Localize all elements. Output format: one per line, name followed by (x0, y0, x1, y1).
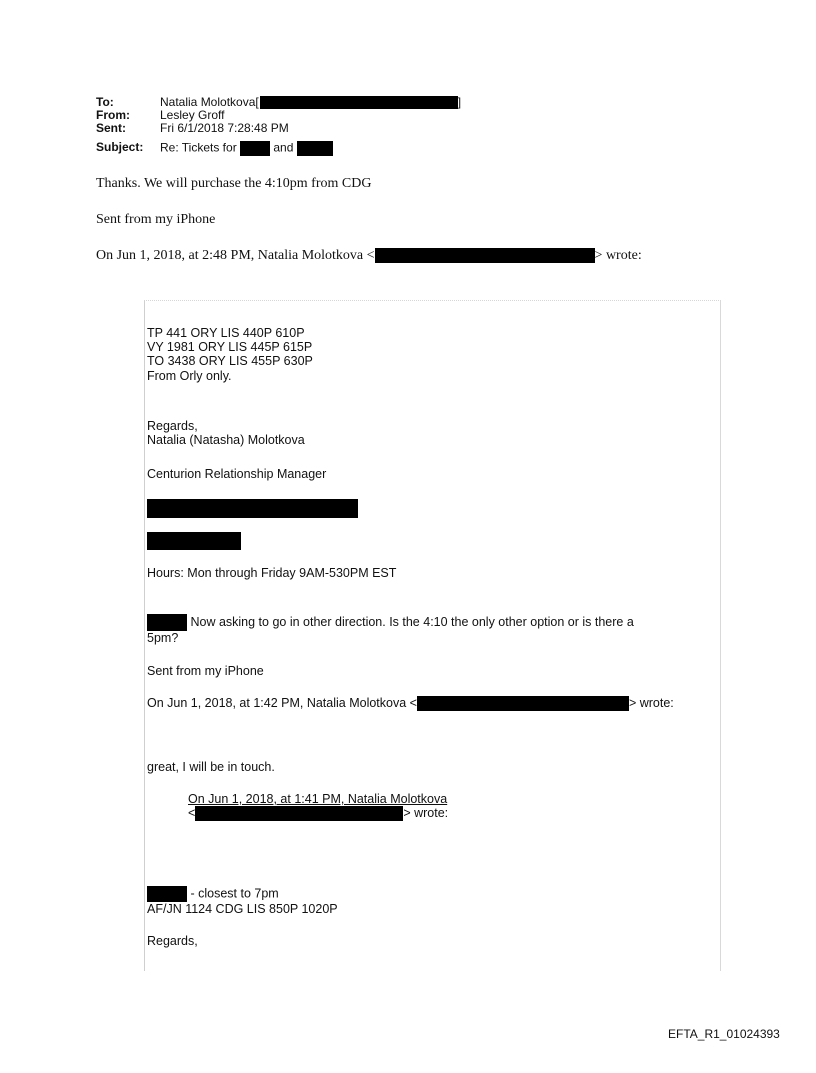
flight-row: TO 3438 ORY LIS 455P 630P (147, 354, 313, 368)
flight-row: TP 441 ORY LIS 440P 610P (147, 326, 305, 340)
ask-line-cont: 5pm? (147, 631, 179, 645)
great-line: great, I will be in touch. (147, 760, 275, 774)
redaction-block (147, 532, 241, 550)
sent-iphone: Sent from my iPhone (147, 664, 264, 678)
regards-2: Regards, (147, 934, 198, 948)
from-value: Lesley Groff (160, 108, 225, 122)
redaction-block (147, 614, 187, 631)
body-line-thanks: Thanks. We will purchase the 4:10pm from CDG (96, 176, 372, 191)
subject-label: Subject: (96, 140, 144, 154)
closest-line: - closest to 7pm (147, 886, 279, 902)
to-label: To: (96, 95, 114, 109)
from-orly-note: From Orly only. (147, 369, 232, 383)
signature-name: Natalia (Natasha) Molotkova (147, 433, 305, 447)
redaction-block (240, 141, 270, 156)
to-value: Natalia Molotkova[ ] (160, 95, 462, 109)
sent-value: Fri 6/1/2018 7:28:48 PM (160, 121, 289, 135)
body-line-sent-iphone: Sent from my iPhone (96, 212, 216, 227)
from-label: From: (96, 108, 130, 122)
redaction-block (375, 248, 595, 263)
signature-title: Centurion Relationship Manager (147, 467, 327, 481)
redaction-block (147, 886, 187, 902)
redaction-block (417, 696, 629, 711)
redaction-block (297, 141, 333, 156)
wrote-line: On Jun 1, 2018, at 1:42 PM, Natalia Molotkova < > wrote: (147, 696, 674, 710)
body-line-wrote: On Jun 1, 2018, at 2:48 PM, Natalia Molotkova < > wrote: (96, 248, 642, 263)
subject-value: Re: Tickets for and (160, 141, 333, 156)
af-flight-row: AF/JN 1124 CDG LIS 850P 1020P (147, 902, 338, 916)
redaction-block (147, 499, 358, 518)
document-id: EFTA_R1_01024393 (668, 1027, 780, 1041)
quoted-message-box (144, 300, 721, 971)
nested-wrote-line: On Jun 1, 2018, at 1:41 PM, Natalia Molotkova (188, 792, 448, 806)
ask-line: Now asking to go in other direction. Is the 4:10 the only other option or is there a (147, 614, 634, 631)
nested-wrote-line-2: < > wrote: (188, 806, 449, 820)
regards: Regards, (147, 419, 198, 433)
flight-row: VY 1981 ORY LIS 445P 615P (147, 340, 313, 354)
redaction-block (260, 96, 458, 109)
sent-label: Sent: (96, 121, 126, 135)
hours: Hours: Mon through Friday 9AM-530PM EST (147, 566, 397, 580)
redaction-block (195, 806, 403, 821)
